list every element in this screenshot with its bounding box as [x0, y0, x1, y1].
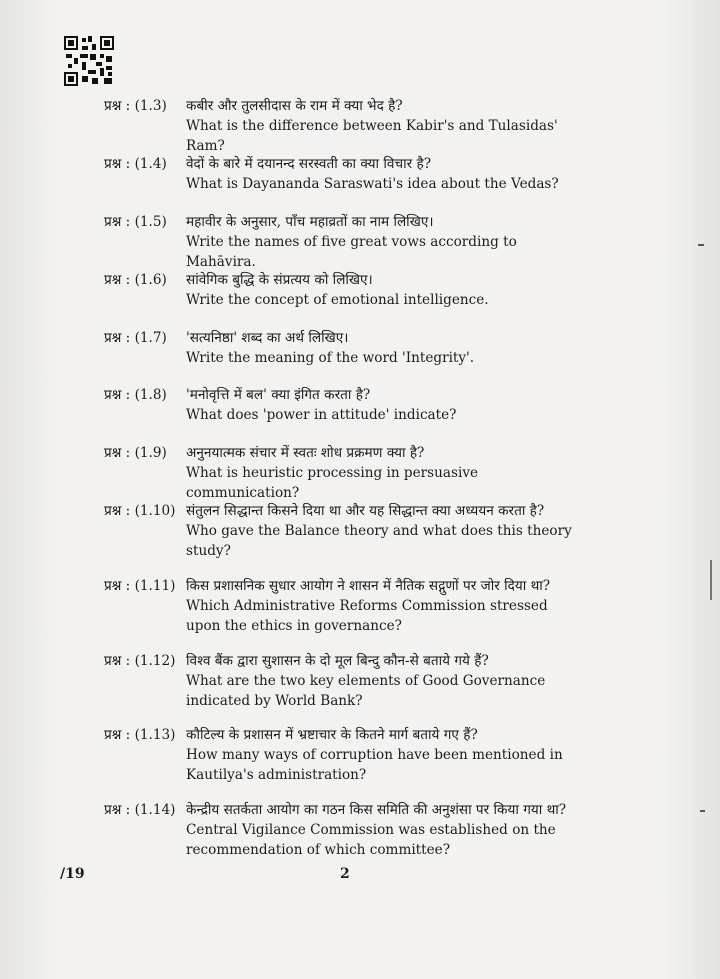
- question-english: Central Vigilance Commission was established on the recommendation of which committee?: [186, 822, 556, 858]
- question-number: प्रश्न : (1.3): [104, 98, 167, 114]
- question-english: Write the meaning of the word 'Integrity'.: [186, 350, 475, 366]
- question-hindi: केन्द्रीय सतर्कता आयोग का गठन किस समिति की अनुशंसा पर किया गया था?: [186, 802, 567, 818]
- question-1-12: [104, 651, 584, 711]
- question-number: प्रश्न : (1.14): [104, 802, 176, 818]
- question-english: What does 'power in attitude' indicate?: [186, 407, 457, 423]
- paper-code: /19: [60, 866, 85, 882]
- question-hindi: वेदों के बारे में दयानन्द सरस्वती का क्या विचार है?: [186, 156, 431, 172]
- question-number: प्रश्न : (1.11): [104, 578, 176, 594]
- question-hindi: कबीर और तुलसीदास के राम में क्या भेद है?: [186, 98, 403, 114]
- question-hindi: सांवेगिक बुद्धि के संप्रत्यय को लिखिए।: [186, 272, 373, 288]
- question-english: What is heuristic processing in persuasive communication?: [186, 465, 479, 501]
- question-hindi: अनुनयात्मक संचार में स्वतः शोध प्रक्रमण क्या है?: [186, 445, 425, 461]
- question-number: प्रश्न : (1.10): [104, 503, 176, 519]
- question-hindi: संतुलन सिद्धान्त किसने दिया था और यह सिद्धान्त क्या अध्ययन करता है?: [186, 503, 545, 519]
- question-number: प्रश्न : (1.5): [104, 214, 167, 230]
- scan-mark: [698, 244, 704, 246]
- question-number: प्रश्न : (1.12): [104, 653, 176, 669]
- question-1-9: [104, 443, 584, 503]
- question-english: What are the two key elements of Good Governance indicated by World Bank?: [186, 673, 546, 709]
- question-1-14: [104, 800, 584, 860]
- question-english: What is Dayananda Saraswati's idea about the Vedas?: [186, 176, 559, 192]
- question-english: Write the concept of emotional intelligence.: [186, 292, 489, 308]
- question-1-5: [104, 212, 584, 272]
- question-hindi: कौटिल्य के प्रशासन में भ्रष्टाचार के कितने मार्ग बताये गए हैं?: [186, 727, 478, 743]
- question-1-8: [104, 385, 584, 425]
- question-1-10: [104, 501, 584, 561]
- scan-mark: [700, 810, 705, 812]
- question-1-4: [104, 154, 584, 194]
- question-number: प्रश्न : (1.13): [104, 727, 176, 743]
- question-hindi: 'सत्यनिष्ठा' शब्द का अर्थ लिखिए।: [186, 330, 349, 346]
- question-english: Which Administrative Reforms Commission stressed upon the ethics in governance?: [186, 598, 548, 634]
- scan-mark: [710, 560, 712, 600]
- question-english: What is the difference between Kabir's and Tulasidas' Ram?: [186, 118, 558, 154]
- question-1-13: [104, 725, 584, 785]
- question-1-6: [104, 270, 584, 310]
- question-english: Write the names of five great vows according to Mahāvira.: [186, 234, 517, 270]
- question-english: Who gave the Balance theory and what does this theory study?: [186, 523, 572, 559]
- qr-code-icon: [64, 36, 114, 86]
- question-number: प्रश्न : (1.7): [104, 330, 167, 346]
- question-hindi: महावीर के अनुसार, पाँच महाव्रतों का नाम लिखिए।: [186, 214, 434, 230]
- question-number: प्रश्न : (1.8): [104, 387, 167, 403]
- question-1-11: [104, 576, 584, 636]
- question-number: प्रश्न : (1.6): [104, 272, 167, 288]
- question-hindi: विश्व बैंक द्वारा सुशासन के दो मूल बिन्दु कौन-से बताये गये हैं?: [186, 653, 489, 669]
- question-1-3: [104, 96, 584, 156]
- question-number: प्रश्न : (1.4): [104, 156, 167, 172]
- question-hindi: किस प्रशासनिक सुधार आयोग ने शासन में नैतिक सद्गुणों पर जोर दिया था?: [186, 578, 551, 594]
- question-english: How many ways of corruption have been mentioned in Kautilya's administration?: [186, 747, 563, 783]
- question-1-7: [104, 328, 584, 368]
- question-hindi: 'मनोवृत्ति में बल' क्या इंगित करता है?: [186, 387, 371, 403]
- page-number: 2: [340, 866, 350, 882]
- question-number: प्रश्न : (1.9): [104, 445, 167, 461]
